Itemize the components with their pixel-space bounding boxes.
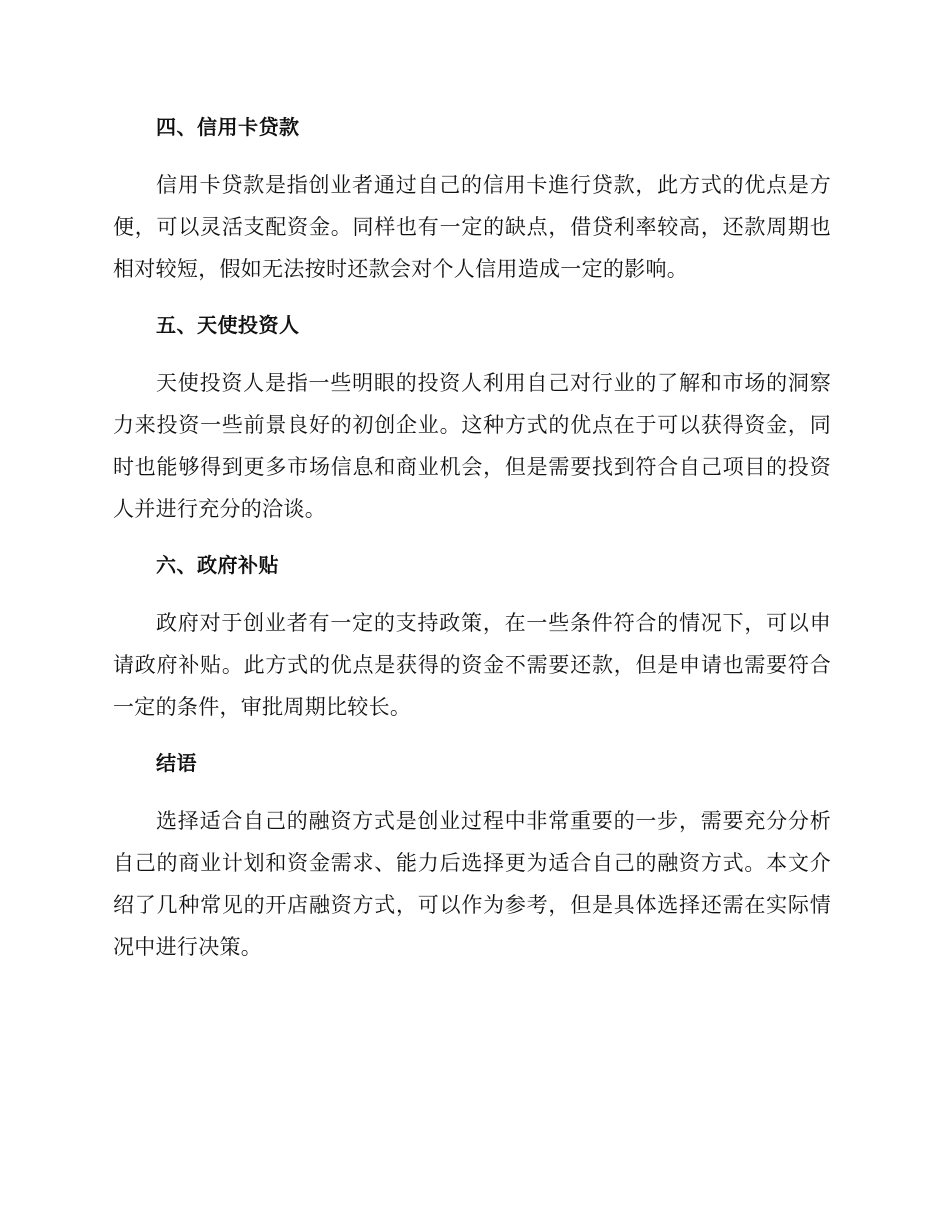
document-body	[113, 108, 831, 968]
section-heading-government-subsidy: 六、政府补贴	[156, 553, 279, 577]
section-paragraph-government-subsidy: 政府对于创业者有一定的支持政策，在一些条件符合的情况下，可以申请政府补贴。此方式的优点是获得的资金不需要还款，但是申请也需要符合一定的条件，审批周期比较长。	[113, 611, 831, 719]
section-paragraph-credit-card-loan: 信用卡贷款是指创业者通过自己的信用卡進行贷款，此方式的优点是方便，可以灵活支配资金。同样也有一定的缺点，借贷利率较高，还款周期也相对较短，假如无法按时还款会对个人信用造成一定的影响。	[113, 173, 831, 281]
section-heading-credit-card-loan: 四、信用卡贷款	[156, 115, 300, 139]
section-paragraph-angel-investor: 天使投资人是指一些明眼的投资人利用自己对行业的了解和市场的洞察力来投资一些前景良好的初创企业。这种方式的优点在于可以获得资金，同时也能够得到更多市场信息和商业机会，但是需要找到符合自己项目的投资人并进行充分的洽谈。	[113, 371, 831, 521]
section-heading-conclusion: 结语	[156, 751, 197, 775]
section-heading-angel-investor: 五、天使投资人	[156, 313, 300, 337]
section-paragraph-conclusion: 选择适合自己的融资方式是创业过程中非常重要的一步，需要充分分析自己的商业计划和资金需求、能力后选择更为适合自己的融资方式。本文介绍了几种常见的开店融资方式，可以作为参考，但是具体选择还需在实际情况中进行决策。	[113, 809, 831, 959]
